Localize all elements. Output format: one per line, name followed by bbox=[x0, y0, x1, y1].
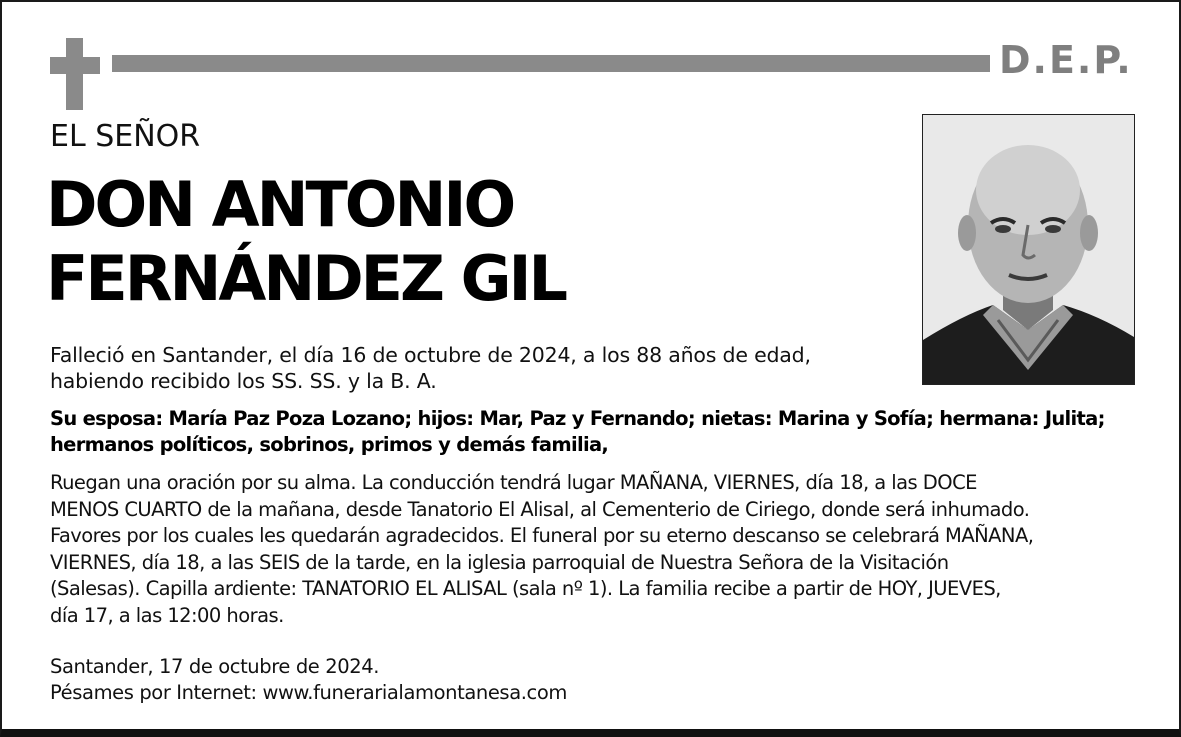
ceremony-line: MENOS CUARTO de la mañana, desde Tanatorio El Alisal, al Cementerio de Ciriego, donde será inhumado. bbox=[50, 497, 1030, 521]
ceremony-line: Favores por los cuales les quedarán agradecidos. El funeral por su eterno descanso se celebrará MAÑANA, bbox=[50, 524, 1034, 547]
condolences-link: Pésames por Internet: www.funerarialamontanesa.com bbox=[50, 681, 567, 704]
portrait-photo bbox=[922, 114, 1135, 385]
place-date: Santander, 17 de octubre de 2024. bbox=[50, 655, 380, 678]
deceased-title: EL SEÑOR bbox=[50, 119, 201, 154]
ceremony-line: VIERNES, día 18, a las SEIS de la tarde, en la iglesia parroquial de Nuestra Señora de la Visitación bbox=[50, 550, 949, 574]
death-notice bbox=[50, 342, 880, 394]
family-line: hermanos políticos, sobrinos, primos y demás familia, bbox=[50, 433, 609, 456]
family-list bbox=[50, 406, 1140, 458]
ceremony-line: día 17, a las 12:00 horas. bbox=[50, 603, 284, 627]
closing-block bbox=[50, 654, 850, 706]
family-line: Su esposa: María Paz Poza Lozano; hijos: Mar, Paz y Fernando; nietas: Marina y Sofía; hermana: Julita; bbox=[50, 407, 1105, 430]
name-line-2: FERNÁNDEZ GIL bbox=[46, 242, 566, 315]
deceased-name bbox=[46, 168, 565, 316]
ceremony-details bbox=[50, 470, 1150, 629]
ceremony-line: (Salesas). Capilla ardiente: TANATORIO EL ALISAL (sala nº 1). La familia recibe a partir de HOY, JUEVES, bbox=[50, 577, 1001, 600]
cross-icon bbox=[50, 38, 100, 110]
dep-label: D.E.P. bbox=[999, 38, 1133, 82]
header-rule bbox=[112, 55, 990, 72]
death-notice-line: Falleció en Santander, el día 16 de octubre de 2024, a los 88 años de edad, bbox=[50, 343, 811, 367]
ceremony-line: Ruegan una oración por su alma. La conducción tendrá lugar MAÑANA, VIERNES, día 18, a las DOCE bbox=[50, 471, 977, 494]
name-line-1: DON ANTONIO bbox=[46, 168, 514, 241]
death-notice-line: habiendo recibido los SS. SS. y la B. A. bbox=[50, 369, 437, 393]
